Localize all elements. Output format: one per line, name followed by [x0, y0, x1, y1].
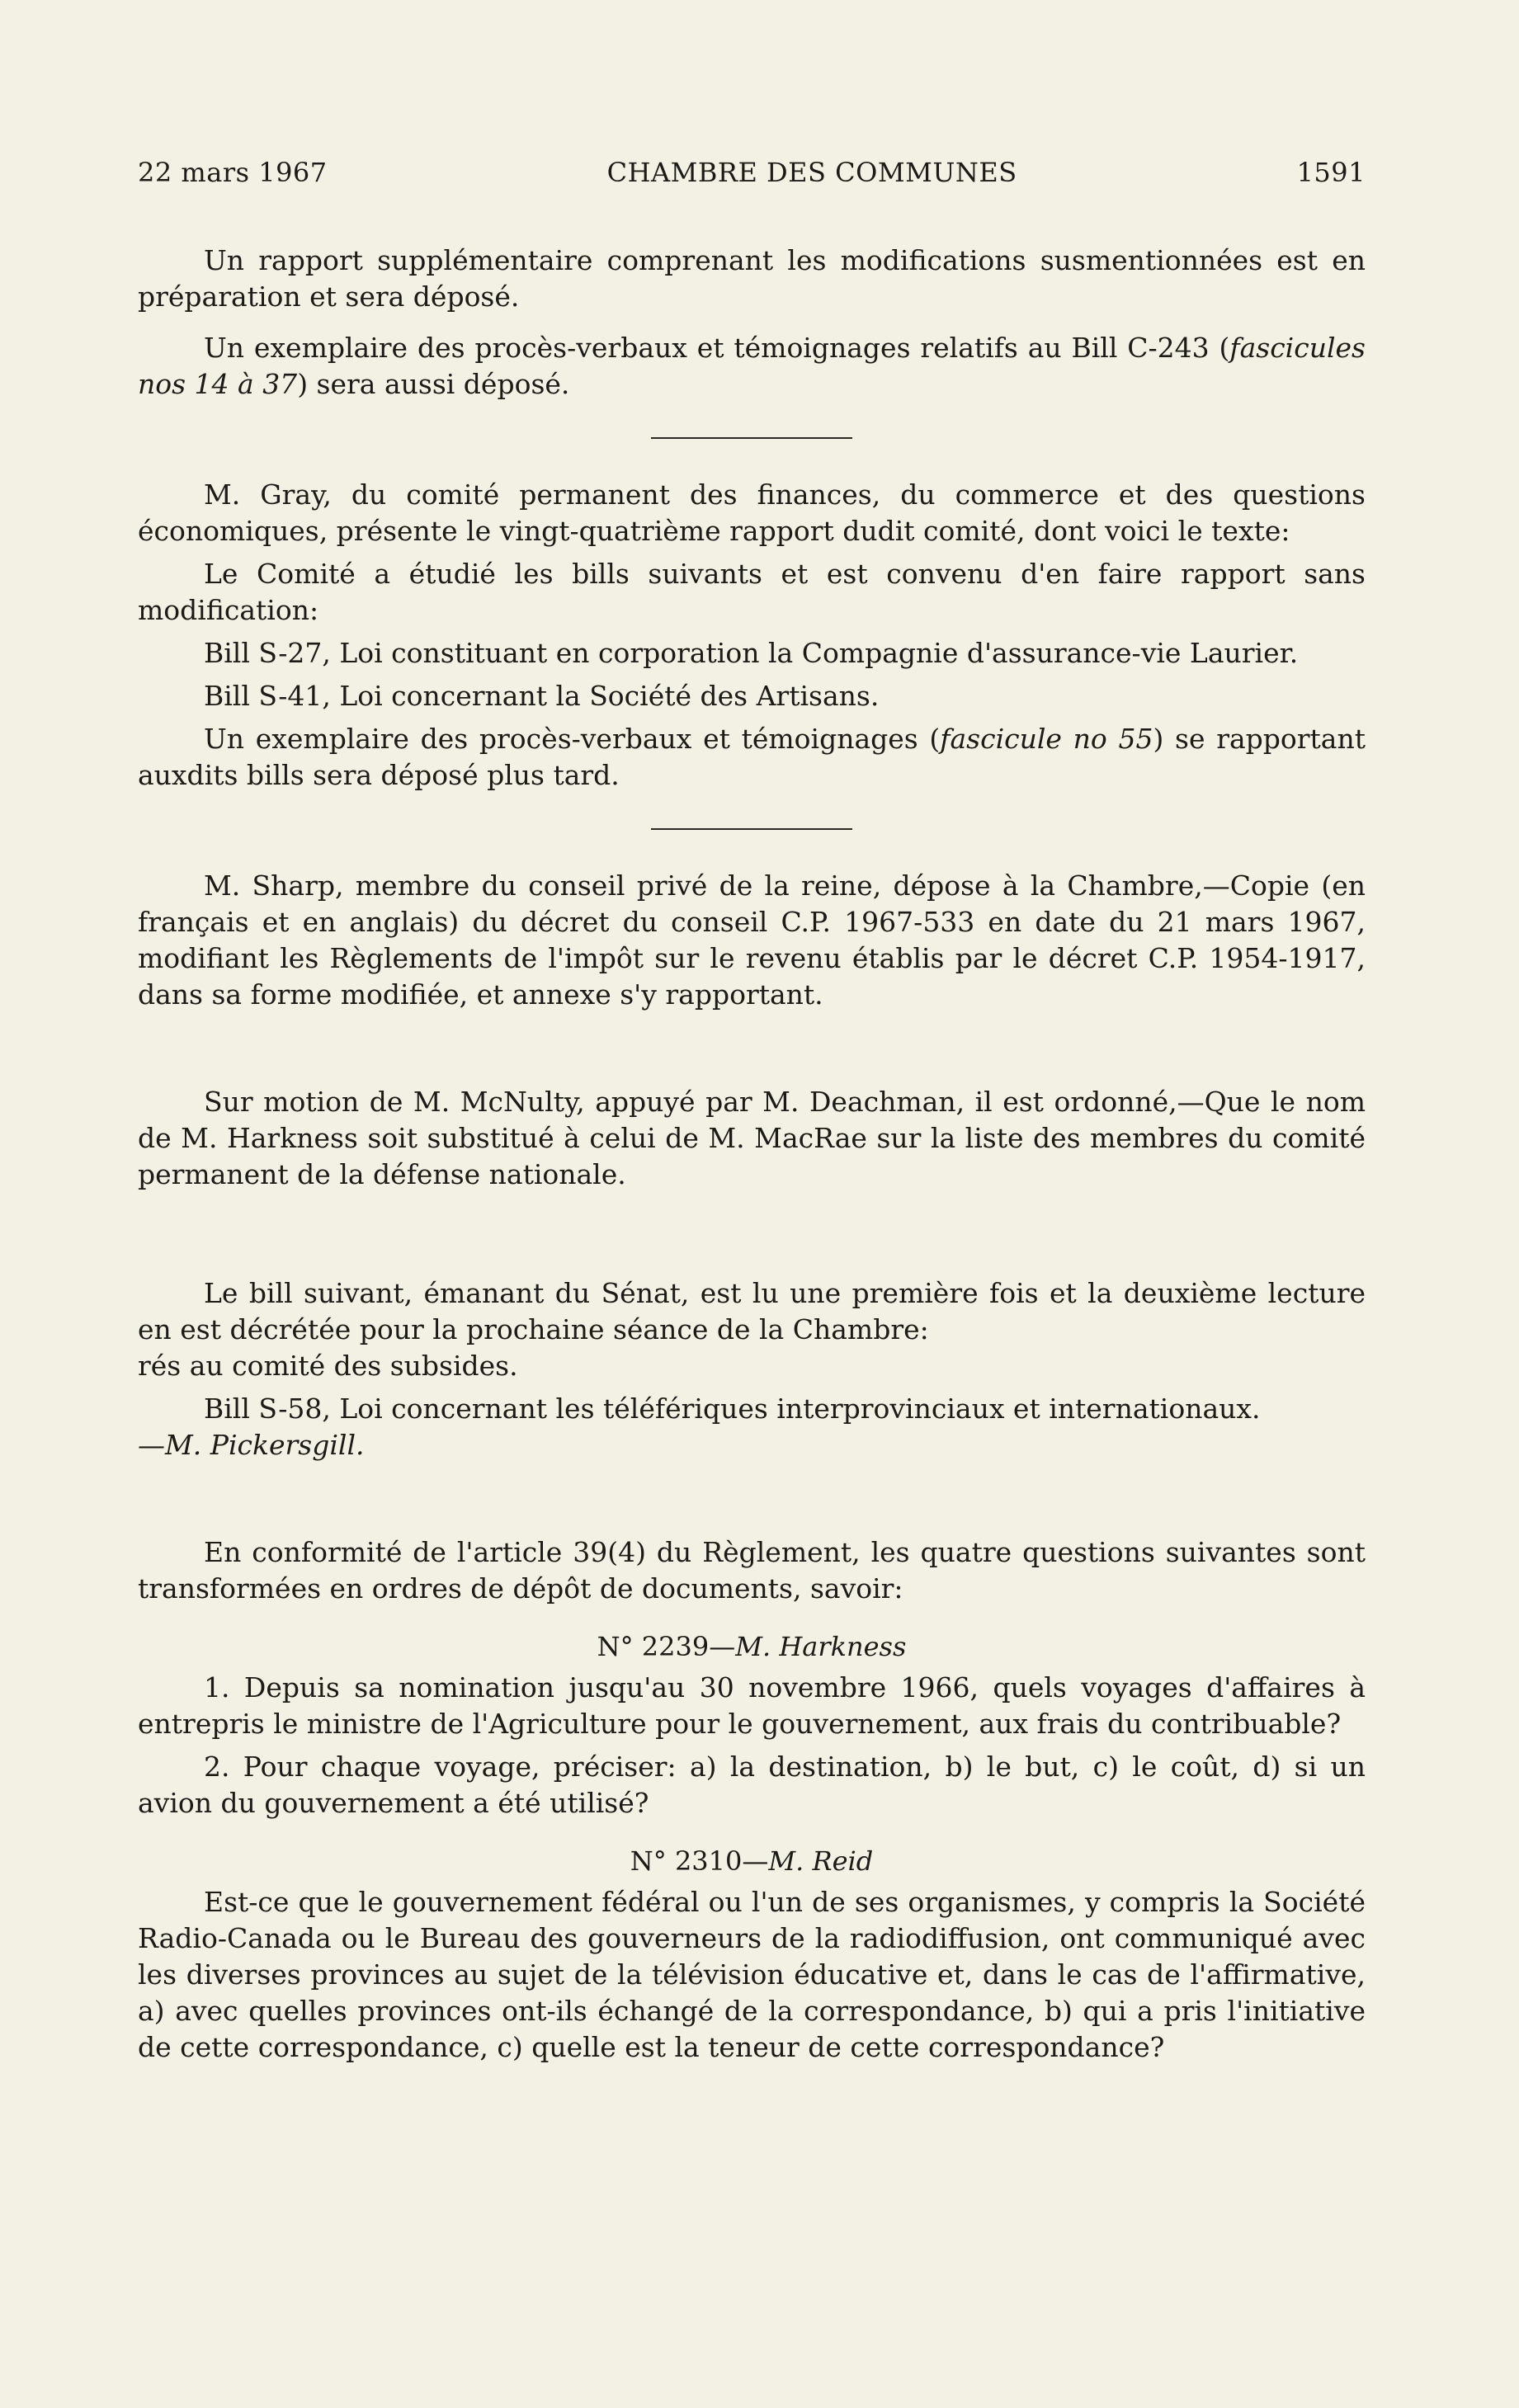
paragraph-gray-report: M. Gray, du comité permanent des finances, du commerce et des questions économiques, présente le vingt-quatrième rapport dudit comité, dont voici le texte: [138, 478, 1366, 547]
paragraph-mcnulty-motion: Sur motion de M. McNulty, appuyé par M. Deachman, il est ordonné,—Que le nom de M. Harkness soit substitué à celui de M. MacRae sur la liste des membres du comité permanent de la défense nationale. [138, 1086, 1366, 1190]
question-2239-part-1: 1. Depuis sa nomination jusqu'au 30 novembre 1966, quels voyages d'affaires à entrepris le ministre de l'Agriculture pour le gouvernement, aux frais du contribuable? [138, 1671, 1366, 1740]
header-title: CHAMBRE DES COMMUNES [606, 157, 1017, 188]
paragraph-stray-line: rés au comité des subsides. [138, 1350, 518, 1382]
paragraph-sponsor: —M. Pickersgill. [138, 1429, 365, 1461]
section-divider [651, 437, 852, 439]
paragraph-bill-c243-copy: Un exemplaire des procès-verbaux et témoignages relatifs au Bill C-243 (fascicules nos 14 à 37) sera aussi déposé. [138, 332, 1366, 400]
question-heading-2310: N° 2310—M. Reid [630, 1845, 874, 1877]
page-number: 1591 [1296, 157, 1366, 188]
paragraph-bills-copy: Un exemplaire des procès-verbaux et témoignages (fascicule no 55) se rapportant auxdits bills sera déposé plus tard. [138, 723, 1366, 791]
paragraph-bill-s27: Bill S-27, Loi constituant en corporation la Compagnie d'assurance-vie Laurier. [204, 637, 1299, 669]
question-2239-part-2: 2. Pour chaque voyage, préciser: a) la destination, b) le but, c) le coût, d) si un avion du gouvernement a été utilisé? [138, 1751, 1366, 1819]
question-2310-text: Est-ce que le gouvernement fédéral ou l'un de ses organismes, y compris la Société Radio-Canada ou le Bureau des gouverneurs de la radiodiffusion, ont communiqué avec les diverses provinces au sujet de la télévision éducative et, dans le cas de l'affirmative, a) avec quelles provinces ont-ils échangé de la correspondance, b) qui a pris l'initiative de cette correspondance, c) quelle est la teneur de cette correspondance? [138, 1886, 1366, 2063]
paragraph-committee-study: Le Comité a étudié les bills suivants et est convenu d'en faire rapport sans modification: [138, 558, 1366, 626]
paragraph-bill-s58: Bill S-58, Loi concernant les téléfériques interprovinciaux et internationaux. [204, 1392, 1261, 1425]
question-heading-2239: N° 2239—M. Harkness [597, 1631, 907, 1662]
header-date: 22 mars 1967 [138, 157, 328, 188]
section-divider [651, 828, 852, 830]
page-content [138, 153, 1366, 2066]
paragraph-senate-bill: Le bill suivant, émanant du Sénat, est lu une première fois et la deuxième lecture en est décrétée pour la prochaine séance de la Chambre: [138, 1277, 1366, 1345]
fascicule-reference: fascicule no 55 [940, 723, 1153, 755]
paragraph-standing-order: En conformité de l'article 39(4) du Règlement, les quatre questions suivantes sont transformées en ordres de dépôt de documents, savoir: [138, 1536, 1366, 1605]
paragraph-bill-s41: Bill S-41, Loi concernant la Société des Artisans. [204, 680, 880, 712]
paragraph-sharp-tabling: M. Sharp, membre du conseil privé de la reine, dépose à la Chambre,—Copie (en français et en anglais) du décret du conseil C.P. 1967-533 en date du 21 mars 1967, modifiant les Règlements de l'impôt sur le revenu établis par le décret C.P. 1954-1917, dans sa forme modifiée, et annexe s'y rapportant. [138, 869, 1366, 1011]
paragraph-supplementary-report: Un rapport supplémentaire comprenant les modifications susmentionnées est en préparation et sera déposé. [138, 244, 1366, 313]
running-header [138, 153, 1366, 191]
fascicule-reference: fascicules nos 14 à 37 [138, 332, 1366, 400]
